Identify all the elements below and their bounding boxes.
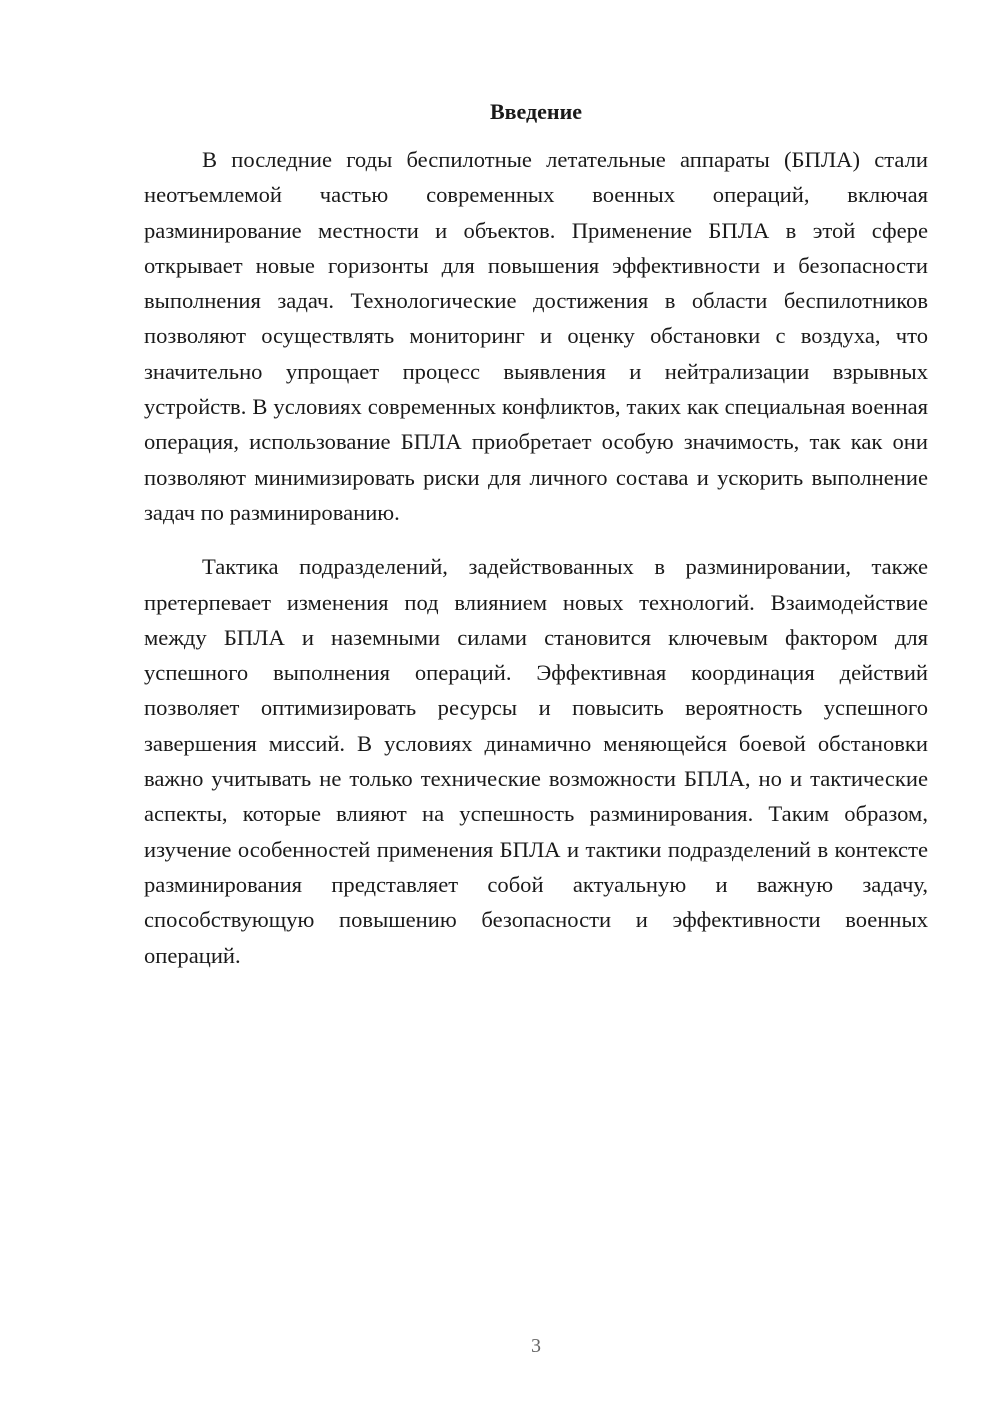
- body-text: [144, 142, 928, 973]
- paragraph-tactics: Тактика подразделений, задействованных в разминировании, также претерпевает изменения под влиянием новых технологий. Взаимодействие между БПЛА и наземными силами становится ключевым фактором для успешного выполнения операций. Эффективная координация действий позволяет оптимизировать ресурсы и повысить вероятность успешного завершения миссий. В условиях динамично меняющейся боевой обстановки важно учитывать не только технические возможности БПЛА, но и тактические аспекты, которые влияют на успешность разминирования. Таким образом, изучение особенностей применения БПЛА и тактики подразделений в контексте разминирования представляет собой актуальную и важную задачу, способствующую повышению безопасности и эффективности военных операций.: [144, 554, 928, 968]
- page-number: 3: [531, 1335, 541, 1357]
- section-heading: Введение: [489, 99, 583, 124]
- paragraph-intro: В последние годы беспилотные летательные аппараты (БПЛА) стали неотъемлемой частью современных военных операций, включая разминирование местности и объектов. Применение БПЛА в этой сфере открывает новые горизонты для повышения эффективности и безопасности выполнения задач. Технологические достижения в области беспилотников позволяют осуществлять мониторинг и оценку обстановки с воздуха, что значительно упрощает процесс выявления и нейтрализации взрывных устройств. В условиях современных конфликтов, таких как специальная военная операция, использование БПЛА приобретает особую значимость, так как они позволяют минимизировать риски для личного состава и ускорить выполнение задач по разминированию.: [144, 147, 928, 525]
